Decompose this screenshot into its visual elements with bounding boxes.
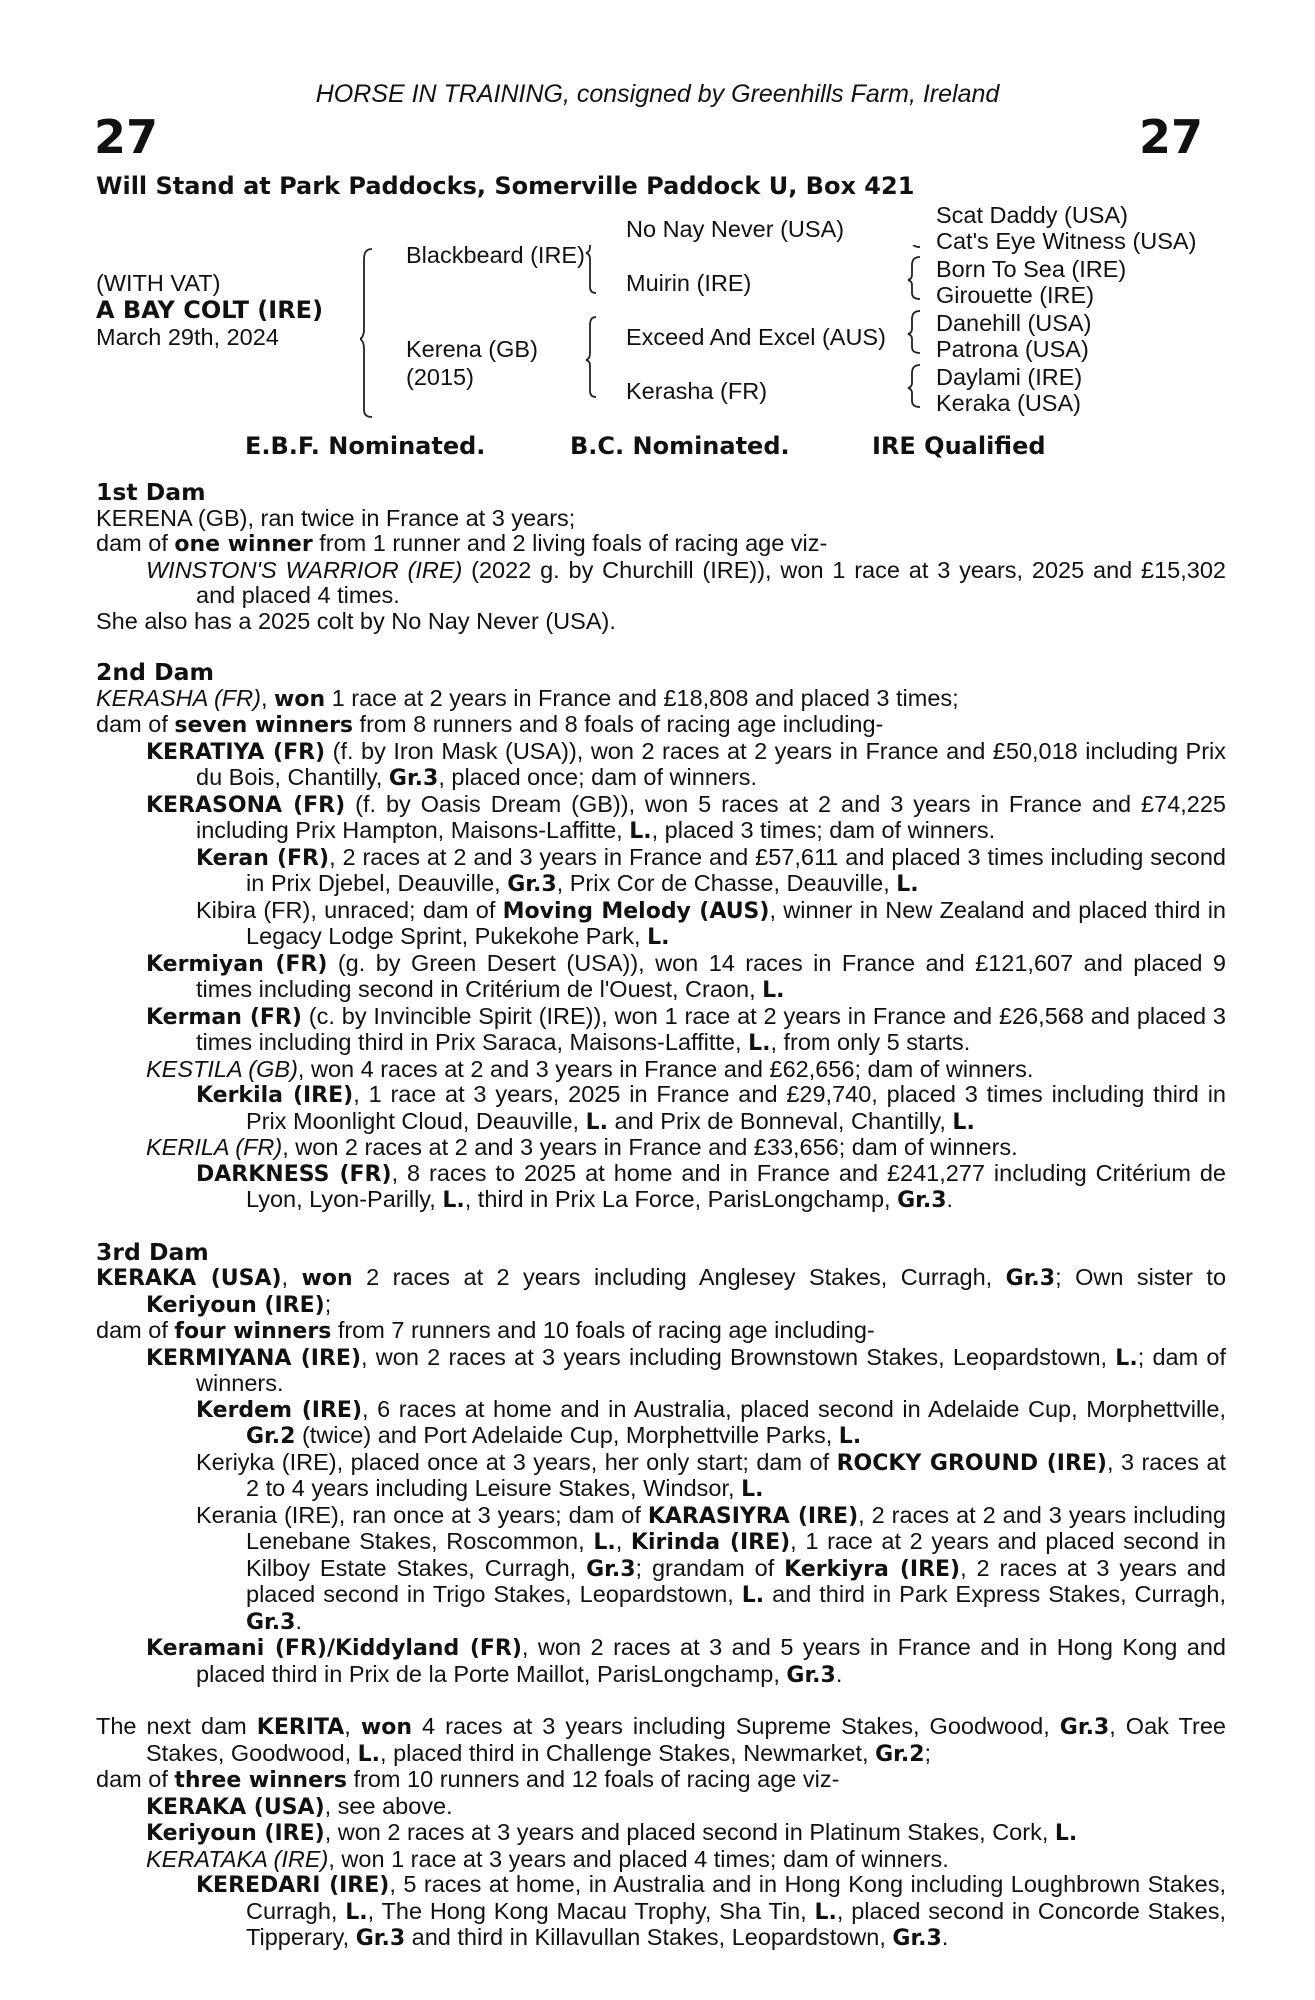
- produce-item: Kibira (FR), unraced; dam of Moving Melody (AUS), winner in New Zealand and placed third in Legacy Lodge Sprint, Pukekohe Park, L.: [196, 896, 1226, 950]
- produce-item: KEREDARI (IRE), 5 races at home, in Australia and in Hong Kong including Loughbrown Stakes, Curragh, L., The Hong Kong Macau Trophy, Sha Tin, L., placed second in Concorde Stakes, Tipperary, Gr.3 and third in Killavullan Stakes, Leopardstown, Gr.3.: [196, 1871, 1227, 1951]
- third-dam-heading: 3rd Dam: [96, 1237, 209, 1266]
- produce-item: KERASONA (FR) (f. by Oasis Dream (GB)), won 5 races at 2 and 3 years in France and £74,225 including Prix Hampton, Maisons-Laffitte, L., placed 3 times; dam of winners.: [146, 790, 1227, 844]
- lot-number-left: 27: [94, 110, 159, 164]
- produce-item: KERATAKA (IRE), won 1 race at 3 years and placed 4 times; dam of winners.: [146, 1845, 949, 1872]
- pedigree-sire-sire: No Nay Never (USA): [626, 216, 845, 242]
- produce-item: KERMIYANA (IRE), won 2 races at 3 years including Brownstown Stakes, Leopardstown, L.; dam of winners.: [146, 1343, 1227, 1396]
- pedigree-dam: Kerena (GB): [406, 336, 538, 362]
- produce-item: Keriyoun (IRE), won 2 races at 3 years and placed second in Platinum Stakes, Cork, L.: [146, 1819, 1078, 1846]
- second-dam-line: KERASHA (FR), won 1 race at 2 years in France and £18,808 and placed 3 times;: [96, 684, 959, 712]
- pedigree-ddd: Keraka (USA): [936, 390, 1081, 416]
- first-dam-heading: 1st Dam: [96, 478, 206, 506]
- produce-item: Kerkila (IRE), 1 race at 3 years, 2025 in France and £29,740, placed 3 times including third in Prix Moonlight Cloud, Deauville, L. and Prix de Bonneval, Chantilly, L.: [196, 1081, 1226, 1135]
- pedigree-sdd: Girouette (IRE): [936, 282, 1095, 308]
- location-line: Will Stand at Park Paddocks, Somerville Paddock U, Box 421: [96, 172, 915, 200]
- produce-item: Kerdem (IRE), 6 races at home and in Australia, placed second in Adelaide Cup, Morphettville, Gr.2 (twice) and Port Adelaide Cup, Morphettville Parks, L.: [196, 1395, 1226, 1449]
- pedigree-dam-sire: Exceed And Excel (AUS): [626, 324, 886, 350]
- produce-item: KESTILA (GB), won 4 races at 2 and 3 years in France and £62,656; dam of winners.: [146, 1055, 1034, 1082]
- ire-qualification: IRE Qualified: [872, 432, 1046, 460]
- third-dam-record: dam of four winners from 7 runners and 10 foals of racing age including-: [96, 1317, 875, 1344]
- ebf-nomination: E.B.F. Nominated.: [245, 432, 486, 460]
- pedigree-dam-year: (2015): [406, 364, 474, 390]
- pedigree-sss: Scat Daddy (USA): [936, 202, 1128, 228]
- horse-dob: March 29th, 2024: [96, 324, 279, 350]
- produce-item: DARKNESS (FR), 8 races to 2025 at home and in France and £241,277 including Critérium de Lyon, Lyon-Parilly, L., third in Prix La Force, ParisLongchamp, Gr.3.: [196, 1159, 1226, 1213]
- catalogue-body: [96, 480, 1226, 1952]
- first-dam-line: KERENA (GB), ran twice in France at 3 years;: [96, 504, 576, 531]
- pedigree-dds: Daylami (IRE): [936, 364, 1083, 390]
- second-dam-heading: 2nd Dam: [96, 658, 214, 686]
- next-dam-line: The next dam KERITA, won 4 races at 3 years including Supreme Stakes, Goodwood, Gr.3, Oak Tree Stakes, Goodwood, L., placed third in Challenge Stakes, Newmarket, Gr.2;: [96, 1713, 1226, 1767]
- pedigree-dss: Danehill (USA): [936, 310, 1092, 336]
- pedigree-dsd: Patrona (USA): [936, 336, 1089, 362]
- pedigree-sire: Blackbeard (IRE): [406, 242, 585, 268]
- horse-name: A BAY COLT (IRE): [96, 296, 324, 324]
- produce-item: KERAKA (USA), see above.: [146, 1792, 453, 1820]
- pedigree-dam-dam: Kerasha (FR): [626, 378, 768, 404]
- next-dam-record: dam of three winners from 10 runners and 12 foals of racing age viz-: [96, 1766, 840, 1793]
- produce-item: KERILA (FR), won 2 races at 2 and 3 years in France and £33,656; dam of winners.: [146, 1134, 1018, 1160]
- pedigree-sire-dam: Muirin (IRE): [626, 270, 752, 296]
- produce-item: Kermiyan (FR) (g. by Green Desert (USA)), won 14 races in France and £121,607 and placed 9 times including second in Critérium de l'Ouest, Craon, L.: [146, 949, 1227, 1003]
- produce-item: Keriyka (IRE), placed once at 3 years, her only start; dam of ROCKY GROUND (IRE), 3 races at 2 to 4 years including Leisure Stakes, Windsor, L.: [196, 1448, 1226, 1502]
- lot-number-right: 27: [1138, 110, 1203, 164]
- bc-nomination: B.C. Nominated.: [570, 432, 790, 460]
- produce-item: Keramani (FR)/Kiddyland (FR), won 2 races at 3 and 5 years in France and in Hong Kong and placed third in Prix de la Porte Maillot, ParisLongchamp, Gr.3.: [146, 1634, 1226, 1688]
- produce-item: Keran (FR), 2 races at 2 and 3 years in France and £57,611 and placed 3 times including second in Prix Djebel, Deauville, Gr.3, Prix Cor de Chasse, Deauville, L.: [196, 843, 1226, 897]
- vat-label: (WITH VAT): [96, 270, 221, 296]
- first-dam-record: dam of one winner from 1 runner and 2 living foals of racing age viz-: [96, 530, 828, 557]
- produce-item: KERATIYA (FR) (f. by Iron Mask (USA)), won 2 races at 2 years in France and £50,018 including Prix du Bois, Chantilly, Gr.3, placed once; dam of winners.: [146, 737, 1226, 791]
- produce-item: Kerman (FR) (c. by Invincible Spirit (IRE)), won 1 race at 2 years in France and £26,568 and placed 3 times including third in Prix Saraca, Maisons-Laffitte, L., from only 5 starts.: [146, 1002, 1227, 1056]
- consignor-heading: HORSE IN TRAINING, consigned by Greenhills Farm, Ireland: [315, 80, 1000, 108]
- pedigree-ssd: Cat's Eye Witness (USA): [936, 228, 1197, 254]
- second-dam-record: dam of seven winners from 8 runners and 8 foals of racing age including-: [96, 711, 884, 738]
- pedigree-sds: Born To Sea (IRE): [936, 256, 1127, 282]
- first-dam-note: She also has a 2025 colt by No Nay Never (USA).: [96, 607, 616, 634]
- produce-item: Kerania (IRE), ran once at 3 years; dam of KARASIYRA (IRE), 2 races at 2 and 3 years including Lenebane Stakes, Roscommon, L., Kirinda (IRE), 1 race at 2 years and placed second in Kilboy Estate Stakes, Curragh, Gr.3; grandam of Kerkiyra (IRE), 2 races at 3 years and placed second in Trigo Stakes, Leopardstown, L. and third in Park Express Stakes, Curragh, Gr.3.: [196, 1501, 1227, 1635]
- first-dam-produce: WINSTON'S WARRIOR (IRE) (2022 g. by Churchill (IRE)), won 1 race at 3 years, 2025 and £15,302 and placed 4 times.: [146, 556, 1226, 608]
- third-dam-line: KERAKA (USA), won 2 races at 2 years including Anglesey Stakes, Curragh, Gr.3; Own sister to Keriyoun (IRE);: [96, 1264, 1227, 1318]
